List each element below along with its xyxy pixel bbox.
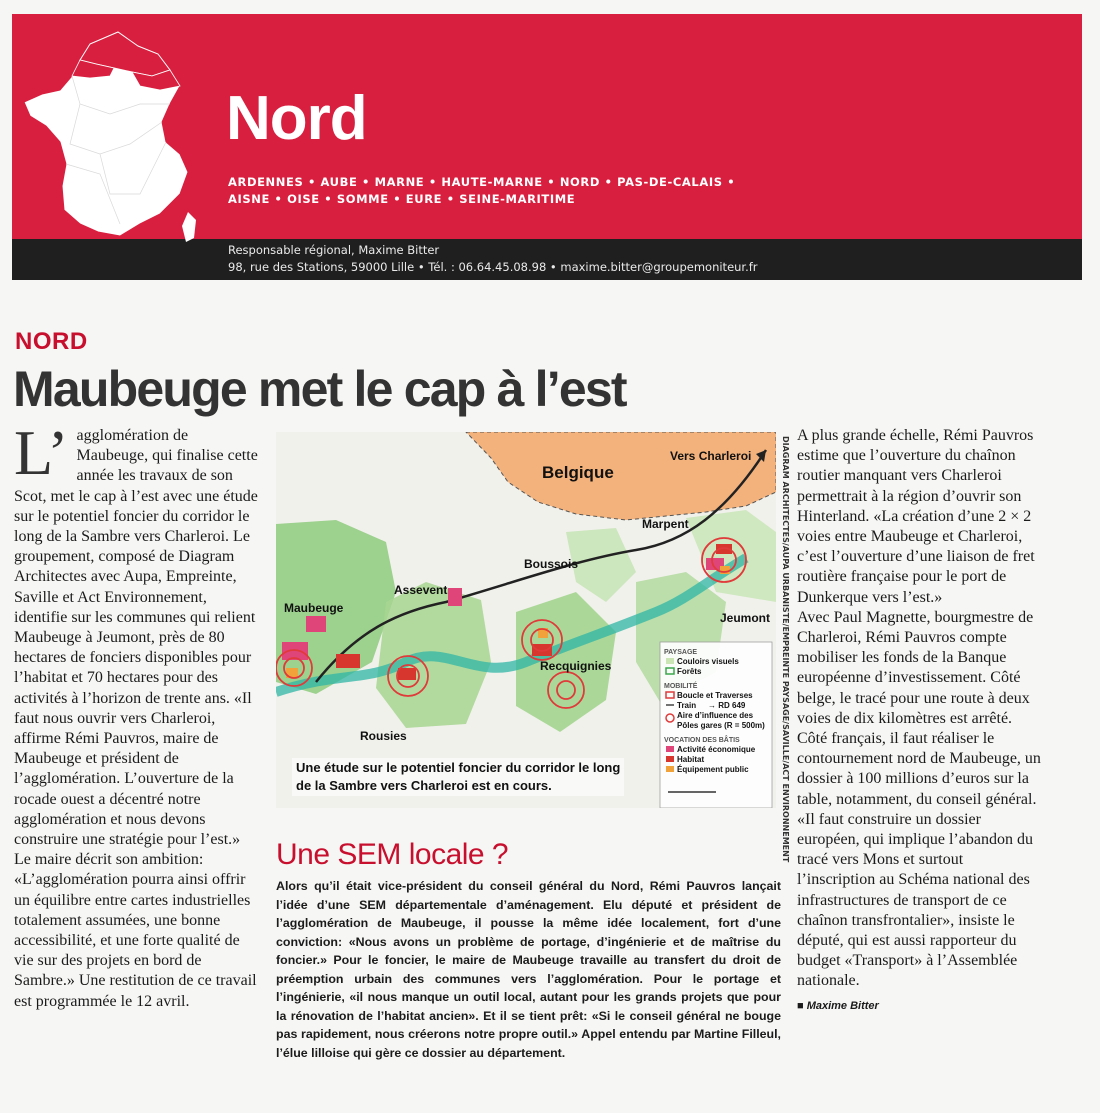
map-figure — [276, 432, 776, 808]
figure-credit — [778, 436, 794, 863]
legend-item: Habitat — [677, 755, 705, 764]
regional-contact — [228, 242, 758, 276]
legend-item: Équipement public — [677, 765, 749, 774]
label-belgique: Belgique — [542, 463, 614, 482]
legend-swatch — [666, 658, 674, 664]
contact-address: 98, rue des Stations, 59000 Lille • Tél. : 06.64.45.08.98 • maxime.bitter@groupemoniteur.fr — [228, 260, 758, 274]
map-legend — [660, 642, 772, 808]
department-list-line: ARDENNES • AUBE • MARNE • HAUTE-MARNE • NORD • PAS-DE-CALAIS • — [228, 175, 736, 189]
france-map-icon — [20, 24, 205, 249]
article-column-right — [797, 426, 1045, 1016]
legend-item: Forêts — [677, 667, 702, 676]
sidebar-box-title: Une SEM locale ? — [276, 838, 509, 871]
legend-section-title: MOBILITÉ — [664, 683, 698, 690]
figure-caption — [292, 758, 624, 796]
article-headline: Maubeuge met le cap à l’est — [13, 361, 626, 417]
label-maubeuge: Maubeuge — [284, 601, 344, 615]
legend-item: Activité économique — [677, 745, 756, 754]
article-body-right: Avec Paul Magnette, bourgmestre de Charleroi, Rémi Pauvros compte mobiliser les fonds de la Banque européenne d’investissement. Côté belge, le tracé pour une route à deux voies de dix kilomètres est arrêté. Côté français, il faut réaliser le contournement nord de Maubeuge, un dossier à 100 millions d’euros sur la table, notamment, du conseil général. «Il faut construire un dossier européen, qui implique l’abandon du tracé vers Mons et surtout l’inscription au Schéma national des infrastructures de transport de ce chaînon transfrontalier», insiste le député, qui est aussi rapporteur du budget «Transport» à l’Assemblée nationale. — [797, 608, 1041, 990]
legend-section-title: VOCATION DES BÂTIS — [664, 737, 740, 744]
legend-item: Pôles gares (R = 500m) — [677, 721, 765, 730]
legend-swatch — [666, 756, 674, 762]
legend-item: Couloirs visuels — [677, 657, 739, 666]
department-list-line: AISNE • OISE • SOMME • EURE • SEINE-MARITIME — [228, 192, 576, 206]
figure-caption-line: Une étude sur le potentiel foncier du corridor le long — [296, 760, 621, 775]
legend-swatch — [666, 766, 674, 772]
contact-manager: Responsable régional, Maxime Bitter — [228, 243, 440, 257]
legend-swatch — [666, 746, 674, 752]
label-assevent: Assevent — [394, 583, 448, 597]
sidebar-box-text: Alors qu’il était vice-président du conseil général du Nord, Rémi Pauvros lançait l’idée d’une SEM départementale d’aménagement. Elu député et président de l’agglomération de Maubeuge, il pousse la même idée localement, fort d’une conviction: «Nous avons un problème de portage, d’ingénierie et de maîtrise du foncier.» Pour le foncier, le maire de Maubeuge travaille au transfert du droit de préemption urbain des communes vers l’agglomération. Pour le portage et l’ingénierie, «il nous manque un outil local, autant pour les grands projets que pour la rénovation de l’habitat ancien». Et il se tient prêt: «Si le conseil général ne bouge pas rapidement, nous créerons notre propre outil.» Appel entendu par Martine Filleul, l’élue lilloise qui gère ce dossier au département. — [276, 879, 781, 1060]
drop-cap: L’ — [14, 417, 69, 488]
article-body-left: agglomération de Maubeuge, qui finalise cette année les travaux de son Scot, met le cap à l’est avec une étude sur le potentiel foncier du corridor le long de la Sambre vers Charleroi. Le groupement, composé de Diagram Architectes avec Aupa, Empreinte, Saville et Act Environnement, identifie sur les communes qui relient Maubeuge à Jeumont, près de 80 hectares de fonciers disponibles pour l’habitat et 70 hectares pour des activités à l’horizon de trente ans. «Il faut nous ouvrir vers Charleroi, affirme Rémi Pauvros, maire de Maubeuge et président de l’agglomération. L’ouverture de la rocade ouest a décentré notre agglomération et nous devons construire une stratégie pour l’est.» Le maire décrit son ambition: «L’agglomération pourra ainsi offrir un équilibre entre cartes industrielles totalement assumées, une bonne accessibilité, et une forte qualité de vie sur des projets en bord de Sambre.» Une restitution de ce travail est programmée le 12 avril. — [14, 427, 258, 1010]
legend-section-title: PAYSAGE — [664, 649, 698, 656]
legend-item: Boucle et Traverses — [677, 691, 753, 700]
article-byline: ■ Maxime Bitter — [797, 999, 879, 1012]
region-banner — [12, 14, 1082, 280]
figure-credit-text: DIAGRAM ARCHITECTES/AUPA URBANISTE/EMPREINTE PAYSAGE/SAVILLE/ACT ENVIRONNEMENT — [781, 436, 790, 863]
article-kicker: NORD — [15, 328, 88, 355]
department-list — [228, 174, 735, 208]
legend-item: Aire d’influence des — [677, 711, 754, 720]
article-body-right: A plus grande échelle, Rémi Pauvros estime que l’ouverture du chaînon routier manquant vers Charleroi permettrait à la région d’ouvrir son Hinterland. «La création d’une 2 × 2 voies entre Maubeuge et Charleroi, c’est l’ouverture d’une liaison de fret routière française pour le port de Dunkerque vers l’est.» — [797, 427, 1035, 606]
legend-item: Train — [677, 701, 697, 710]
label-boussois: Boussois — [524, 557, 579, 571]
label-recquignies: Recquignies — [540, 659, 612, 673]
legend-item: → RD 649 — [708, 701, 746, 710]
label-rousies: Rousies — [360, 729, 407, 743]
label-marpent: Marpent — [642, 517, 689, 531]
label-jeumont: Jeumont — [720, 611, 771, 625]
figure-caption-line: de la Sambre vers Charleroi est en cours. — [296, 778, 552, 793]
region-title: Nord — [226, 84, 367, 153]
article-column-left — [14, 417, 260, 1012]
corridor-map — [276, 432, 776, 808]
label-vers-charleroi: Vers Charleroi — [670, 449, 752, 463]
